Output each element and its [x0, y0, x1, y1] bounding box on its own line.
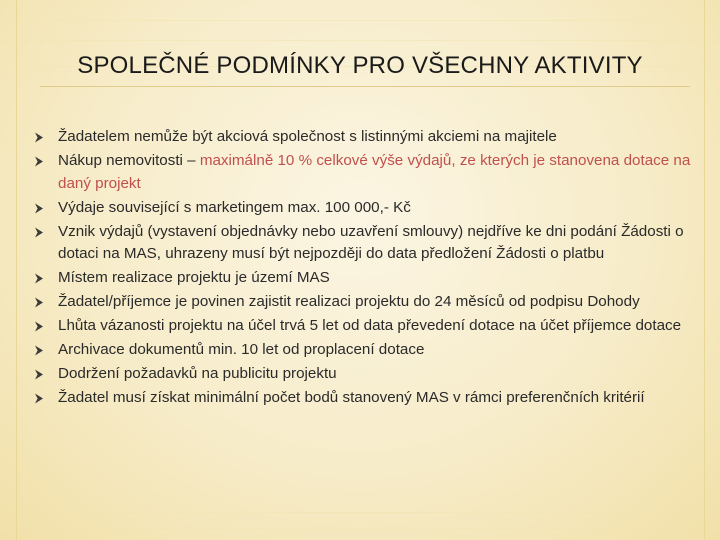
bullet-text: Lhůta vázanosti projektu na účel trvá 5 let od data převedení dotace na účet příjemce dotace: [58, 317, 682, 334]
bullet-text: Místem realizace projektu je území MAS: [58, 269, 330, 286]
bullet-text: Nákup nemovitosti –: [58, 152, 200, 169]
arrowhead-bullet-icon: [34, 363, 48, 385]
bullet-text: Žadatel/příjemce je povinen zajistit realizaci projektu do 24 měsíců od podpisu Dohody: [58, 293, 640, 310]
bullet-list: [34, 126, 706, 411]
arrowhead-bullet-icon: [34, 150, 48, 172]
bullet-item: [34, 315, 706, 338]
frame-line-left: [16, 0, 17, 540]
arrowhead-bullet-icon: [34, 221, 48, 243]
background-stripe: [0, 20, 720, 21]
bullet-item: [34, 363, 706, 386]
bullet-item: [34, 339, 706, 362]
bullet-text: Dodržení požadavků na publicitu projektu: [58, 365, 337, 382]
bullet-item: [34, 126, 706, 149]
bullet-text: Žadatelem nemůže být akciová společnost s listinnými akciemi na majitele: [58, 128, 557, 145]
slide-title: SPOLEČNÉ PODMÍNKY PRO VŠECHNY AKTIVITY: [77, 52, 643, 79]
background-stripe: [0, 40, 720, 41]
title-divider: [40, 86, 690, 87]
bullet-text: Výdaje související s marketingem max. 100 000,- Kč: [58, 198, 411, 216]
bullet-text: Archivace dokumentů min. 10 let od proplacení dotace: [58, 341, 425, 358]
bullet-text-highlight: maximálně 10 % celkové výše výdajů, ze kterých je stanovena dotace na daný projekt: [58, 152, 691, 192]
arrowhead-bullet-icon: [34, 315, 48, 337]
arrowhead-bullet-icon: [34, 197, 48, 219]
bullet-item: [34, 197, 706, 220]
background-stripe: [0, 528, 720, 529]
background-stripe: [0, 512, 720, 513]
bullet-text: Vznik výdajů (vystavení objednávky nebo uzavření smlouvy) nejdříve ke dni podání Žádosti o dotaci na MAS, uhrazeny musí být nejpozději do data předložení Žádosti o platbu: [58, 222, 684, 262]
bullet-item: [34, 267, 706, 290]
bullet-item: [34, 221, 706, 266]
arrowhead-bullet-icon: [34, 267, 48, 289]
arrowhead-bullet-icon: [34, 291, 48, 313]
bullet-item: [34, 291, 706, 314]
bullet-item: [34, 150, 706, 195]
arrowhead-bullet-icon: [34, 387, 48, 409]
arrowhead-bullet-icon: [34, 339, 48, 361]
bullet-item: [34, 387, 706, 410]
arrowhead-bullet-icon: [34, 126, 48, 148]
bullet-text: Žadatel musí získat minimální počet bodů stanovený MAS v rámci preferenčních kritérií: [58, 389, 645, 406]
